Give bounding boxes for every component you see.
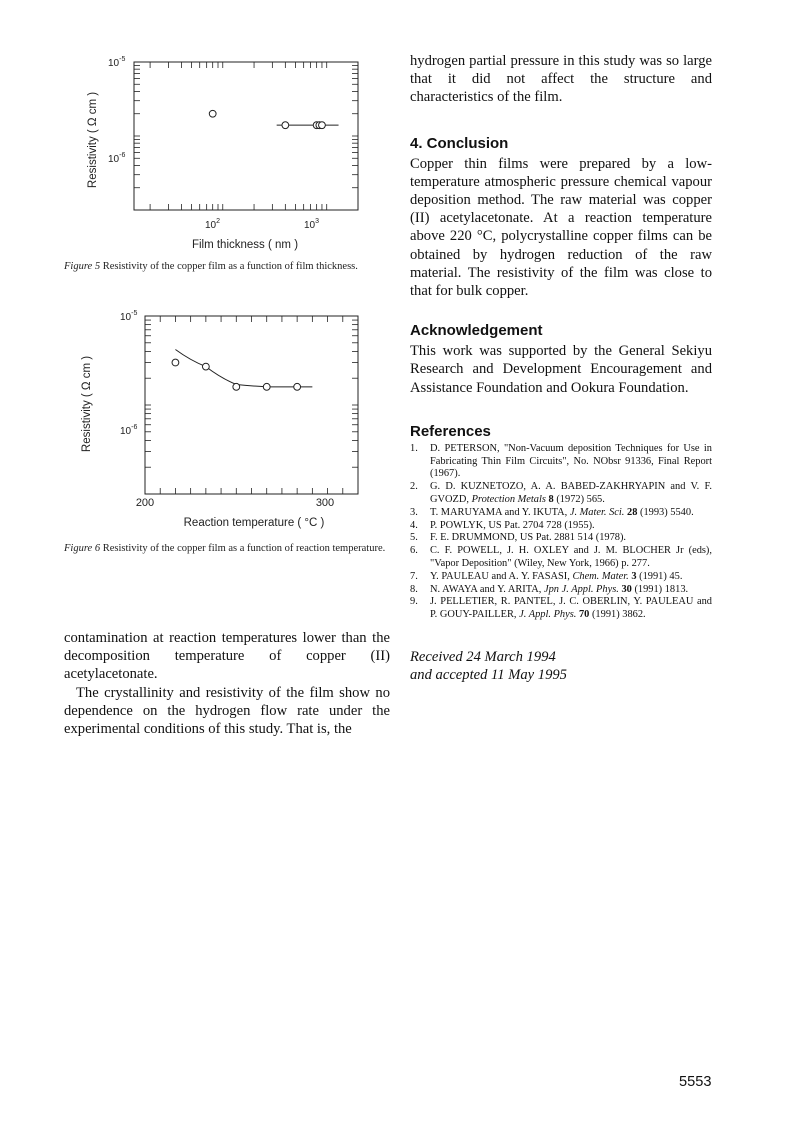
conclusion-text: Copper thin films were prepared by a low-temperature atmospheric pressure chemical vapour deposition method. The raw material was copper (II) acetylacetonate. At a reaction temperature above 220 °C, polycrystalline copper films can be obtained by hydrogen reduction of the raw material. The resistivity of the film was close to that for bulk copper.: [410, 155, 712, 300]
figure-5-ylabel: Resistivity ( Ω cm ): [87, 91, 99, 189]
figure-5-caption-text: Resistivity of the copper film as a function of film thickness.: [102, 261, 358, 272]
acknowledgement-text: This work was supported by the General Sekiyu Research and Development Encouragement and Assistance Foundation and Ookura Foundation.: [410, 343, 712, 396]
left-paragraph-1: contamination at reaction temperatures lower than the decomposition temperature of copper (II) acetylacetonate.: [64, 630, 390, 683]
right-column-text: [410, 52, 712, 684]
left-paragraph-2: The crystallinity and resistivity of the film show no dependence on the hydrogen flow rate under the experimental conditions of this study. That is, the: [64, 684, 390, 738]
figure-6-xtick-300: 300: [315, 497, 335, 509]
figure-5-ytick-top: $10^{-5}$: [108, 56, 126, 69]
references-list: [410, 443, 712, 622]
figure-5-xtick-2: $10^3$: [304, 218, 320, 231]
figure-6-ytick-mid: $10^{-6}$: [120, 424, 138, 437]
reference-item: 4. P. POWLYK, US Pat. 2704 728 (1955).: [410, 519, 595, 531]
reference-item: 1. D. PETERSON, "Non-Vacuum deposition Techniques for Use in Fabricating Thin Film Circuits", No. NObsr 91336, Final Report (1967).: [410, 442, 712, 480]
reference-item: 9. J. PELLETIER, R. PANTEL, J. C. OBERLIN, Y. PAULEAU and P. GOUY-PAILLER, J. Appl. Phys. 70 (1991) 3862.: [410, 596, 712, 621]
figure-5-caption: [64, 260, 394, 273]
figure-6-data-point: [202, 363, 209, 370]
figure-5-xtick-1: $10^2$: [205, 218, 221, 231]
figure-5-ytick-mid: $10^{-6}$: [108, 152, 126, 165]
figure-6-xtick-200: 200: [135, 497, 155, 509]
figure-6-caption-text: Resistivity of the copper film as a function of reaction temperature.: [102, 543, 386, 554]
figure-6-chart: [60, 306, 390, 536]
received-date: Received 24 March 1994: [410, 649, 556, 665]
figure-5-caption-label: Figure 5: [64, 261, 101, 272]
figure-6-data-point: [294, 383, 301, 390]
figure-5-data-point: [209, 110, 216, 117]
figure-6-ytick-top: $10^{-5}$: [120, 310, 138, 323]
figure-5-data-point: [319, 122, 326, 129]
figure-5-chart: [60, 50, 390, 255]
conclusion-heading: 4. Conclusion: [410, 134, 509, 152]
reference-item: 6. C. F. POWELL, J. H. OXLEY and J. M. BLOCHER Jr (eds), "Vapor Deposition" (Wiley, New York, 1966) p. 277.: [410, 545, 712, 570]
reference-item: 7. Y. PAULEAU and A. Y. FASASI, Chem. Mater. 3 (1991) 45.: [410, 570, 683, 582]
left-column-text: [64, 629, 390, 738]
received-dates: [410, 648, 712, 684]
reference-item: 3. T. MARUYAMA and Y. IKUTA, J. Mater. Sci. 28 (1993) 5540.: [410, 506, 694, 518]
figure-5-data-point: [282, 122, 289, 129]
right-paragraph-1: hydrogen partial pressure in this study was so large that it did not affect the structure and characteristics of the film.: [410, 53, 712, 106]
figure-6-data-point: [263, 383, 270, 390]
figure-6-caption: [64, 542, 388, 555]
figure-6-data-point: [172, 359, 179, 366]
figure-6-xlabel: Reaction temperature ( °C ): [183, 517, 325, 529]
page-number: 5553: [679, 1074, 712, 1090]
acknowledgement-heading: Acknowledgement: [410, 322, 543, 340]
figure-5-xlabel: Film thickness ( nm ): [191, 239, 299, 251]
accepted-date: and accepted 11 May 1995: [410, 667, 567, 683]
figure-6-plot-frame: [145, 316, 358, 494]
figure-6-fit-line: [175, 350, 312, 387]
reference-item: 5. F. E. DRUMMOND, US Pat. 2881 514 (1978).: [410, 532, 627, 544]
figure-6-data-point: [233, 383, 240, 390]
figure-6-caption-label: Figure 6: [64, 543, 101, 554]
references-heading: References: [410, 422, 491, 440]
reference-item: 8. N. AWAYA and Y. ARITA, Jpn J. Appl. Phys. 30 (1991) 1813.: [410, 583, 689, 595]
reference-item: 2. G. D. KUZNETOZO, A. A. BABED-ZAKHRYAPIN and V. F. GVOZD, Protection Metals 8 (1972) 565.: [410, 481, 712, 506]
figure-5-plot-frame: [134, 62, 358, 210]
figure-6-ylabel: Resistivity ( Ω cm ): [81, 355, 93, 453]
